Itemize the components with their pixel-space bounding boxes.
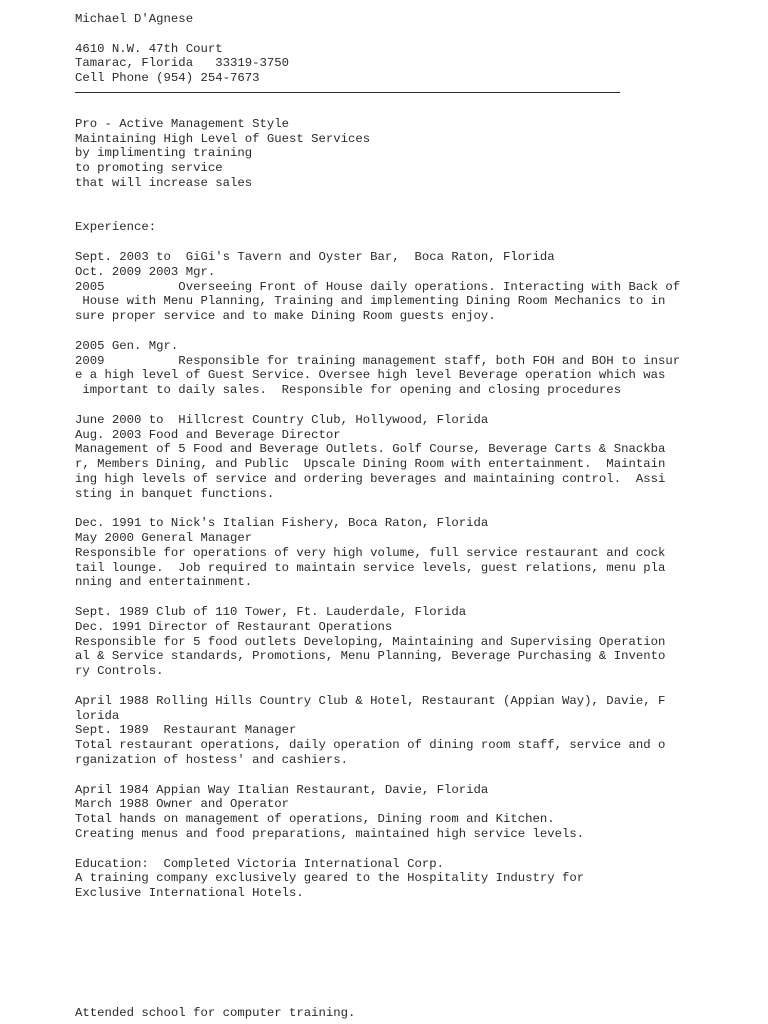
education-line: Exclusive International Hotels. bbox=[75, 886, 304, 901]
job-line: Sept. 1989 Restaurant Manager bbox=[75, 723, 297, 738]
job-line: e a high level of Guest Service. Oversee high level Beverage operation which was bbox=[75, 368, 666, 383]
job-line: ing high levels of service and ordering beverages and maintaining control. Assi bbox=[75, 471, 666, 486]
education-line: Education: Completed Victoria International Corp. bbox=[75, 856, 444, 871]
address-line-2: Tamarac, Florida 33319-3750 bbox=[75, 56, 290, 71]
applicant-name: Michael D'Agnese bbox=[75, 12, 194, 26]
cell-phone: Cell Phone (954) 254-7673 bbox=[75, 71, 260, 86]
objective-line: Maintaining High Level of Guest Services bbox=[75, 131, 371, 146]
job-entry-club-110 bbox=[75, 605, 755, 679]
job-line: Total restaurant operations, daily operation of dining room staff, service and o bbox=[75, 738, 666, 753]
experience-heading: Experience: bbox=[75, 220, 157, 235]
job-line: April 1988 Rolling Hills Country Club & Hotel, Restaurant (Appian Way), Davie, F bbox=[75, 693, 666, 708]
job-entry-hillcrest bbox=[75, 413, 755, 502]
objective-block bbox=[75, 117, 755, 191]
job-line: House with Menu Planning, Training and implementing Dining Room Mechanics to in bbox=[75, 294, 666, 309]
job-line: May 2000 General Manager bbox=[75, 531, 253, 546]
job-entry-rolling-hills bbox=[75, 694, 755, 768]
job-line: Sept. 1989 Club of 110 Tower, Ft. Lauderdale, Florida bbox=[75, 605, 467, 620]
job-line: April 1984 Appian Way Italian Restaurant, Davie, Florida bbox=[75, 782, 489, 797]
job-line: Aug. 2003 Food and Beverage Director bbox=[75, 427, 341, 442]
job-line: r, Members Dining, and Public Upscale Dining Room with entertainment. Maintain bbox=[75, 457, 666, 472]
objective-line: that will increase sales bbox=[75, 175, 253, 190]
job-line: 2005 Gen. Mgr. bbox=[75, 338, 179, 353]
job-line: Total hands on management of operations, Dining room and Kitchen. bbox=[75, 812, 555, 827]
job-line: Oct. 2009 2003 Mgr. bbox=[75, 264, 216, 279]
job-line: 2005 Overseeing Front of House daily operations. Interacting with Back of bbox=[75, 279, 681, 294]
job-line: March 1988 Owner and Operator bbox=[75, 797, 290, 812]
job-line: 2009 Responsible for training management staff, both FOH and BOH to insur bbox=[75, 353, 681, 368]
job-entry-appian-way bbox=[75, 783, 755, 842]
job-entry-nicks bbox=[75, 516, 755, 590]
job-line: al & Service standards, Promotions, Menu Planning, Beverage Purchasing & Invento bbox=[75, 649, 666, 664]
header-divider bbox=[75, 92, 620, 93]
job-line: Responsible for operations of very high volume, full service restaurant and cock bbox=[75, 545, 666, 560]
job-line: lorida bbox=[75, 708, 120, 723]
job-line: rganization of hostess' and cashiers. bbox=[75, 753, 349, 768]
job-line: nning and entertainment. bbox=[75, 575, 253, 590]
education-line: A training company exclusively geared to the Hospitality Industry for bbox=[75, 871, 585, 886]
job-line: sting in banquet functions. bbox=[75, 486, 275, 501]
job-line: Sept. 2003 to GiGi's Tavern and Oyster Bar, Boca Raton, Florida bbox=[75, 249, 555, 264]
objective-line: to promoting service bbox=[75, 161, 223, 176]
objective-line: Pro - Active Management Style bbox=[75, 116, 290, 131]
address-line-1: 4610 N.W. 47th Court bbox=[75, 41, 223, 56]
education-block bbox=[75, 857, 755, 901]
computer-training-note: Attended school for computer training. bbox=[75, 1006, 356, 1020]
job-line: sure proper service and to make Dining Room guests enjoy. bbox=[75, 309, 496, 324]
job-line: Management of 5 Food and Beverage Outlets. Golf Course, Beverage Carts & Snackba bbox=[75, 442, 666, 457]
job-line: Dec. 1991 Director of Restaurant Operations bbox=[75, 619, 393, 634]
job-line: Responsible for 5 food outlets Developing, Maintaining and Supervising Operation bbox=[75, 634, 666, 649]
job-line: tail lounge. Job required to maintain service levels, guest relations, menu pla bbox=[75, 560, 666, 575]
job-line: June 2000 to Hillcrest Country Club, Hollywood, Florida bbox=[75, 412, 489, 427]
resume-page bbox=[75, 12, 755, 901]
objective-line: by implimenting training bbox=[75, 146, 253, 161]
job-line: Creating menus and food preparations, maintained high service levels. bbox=[75, 827, 585, 842]
job-line: Dec. 1991 to Nick's Italian Fishery, Boca Raton, Florida bbox=[75, 516, 489, 531]
job-line: important to daily sales. Responsible for opening and closing procedures bbox=[75, 383, 622, 398]
job-entry-gigis bbox=[75, 250, 755, 324]
job-line: ry Controls. bbox=[75, 664, 164, 679]
job-entry-gigis-gm bbox=[75, 339, 755, 398]
